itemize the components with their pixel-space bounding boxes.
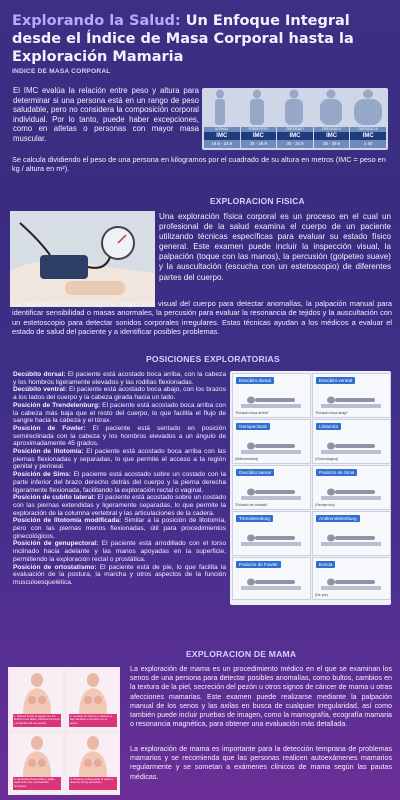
position-card-caption: (Mahometana): [235, 457, 259, 461]
position-name: Posición de genupectoral:: [13, 540, 99, 548]
bmi-column: [204, 127, 240, 149]
position-item: [13, 371, 226, 386]
mama-heading: EXPLORACION DE MAMA: [186, 649, 297, 659]
position-card-caption: (De pie): [315, 593, 328, 597]
position-item: [13, 494, 226, 517]
imc-heading: INDICE DE MASA CORPORAL: [12, 68, 111, 75]
breast-exam-note: 2. Levante los brazos y observe si hay cambios en la piel o en el pezón.: [69, 714, 117, 727]
position-card-title: Posición de Fowler: [236, 561, 281, 568]
bmi-column: [314, 127, 350, 149]
position-card: [232, 465, 311, 510]
position-description: El paciente está acostado boca arriba con las piernas flexionadas y separadas, lo que permite el acceso a la región genital y perineal.: [13, 448, 227, 471]
blood-pressure-exam-image: [10, 211, 155, 307]
breast-exam-step: [11, 733, 63, 793]
position-card-title: Decúbito ventral: [316, 377, 355, 384]
position-card-title: Erecta: [316, 561, 335, 568]
bmi-column: [277, 127, 313, 149]
position-name: Posición de Fowler:: [13, 424, 86, 432]
position-item: [13, 517, 226, 540]
position-description: Similar a la posición de litotomía, pero con las piernas menos flexionadas, útil para procedimientos ginecológicos.: [13, 517, 226, 540]
bmi-category: SOBREPESO: [241, 127, 277, 132]
position-name: Posición de Sims:: [13, 471, 72, 479]
breast-exam-step: [67, 670, 119, 730]
position-card-title: Genupectoral: [236, 423, 270, 430]
position-name: Posición de cubito lateral:: [13, 494, 96, 502]
woman-figure-icon: [67, 733, 119, 777]
breast-exam-illustration: [8, 667, 120, 795]
breast-exam-note: 1. Párese frente al espejo con los brazos a los lados. Observe la forma y el tamaño de sus senos.: [13, 714, 61, 727]
position-description: El paciente está acostado boca abajo, con los brazos a los lados del cuerpo y la cabeza girada hacia un lado.: [13, 386, 226, 402]
position-card-caption: "Echado boca abajo": [315, 411, 349, 415]
sphygmomanometer-icon: [10, 211, 155, 307]
position-card: [232, 373, 311, 418]
bmi-label: IMC: [277, 132, 313, 140]
position-description: El paciente está acostado boca arriba con la cabeza más baja que el resto del cuerpo, lo que facilita el flujo de sangre hacia la cabeza y el tórax.: [13, 401, 226, 425]
position-item: [13, 386, 226, 401]
bmi-column: [350, 127, 386, 149]
woman-figure-icon: [11, 670, 63, 714]
body-silhouettes-icon: [202, 88, 388, 126]
position-card: [232, 511, 311, 556]
bmi-range: 18.5 - 24.9: [204, 140, 240, 148]
bmi-chart-image: [202, 88, 388, 150]
posiciones-list: [13, 371, 226, 587]
bmi-category: OBESIDAD III: [350, 127, 386, 132]
woman-figure-icon: [67, 670, 119, 714]
position-card: [312, 373, 391, 418]
bmi-range: 25 - 29.9: [241, 140, 277, 148]
position-name: Decúbito dorsal:: [13, 371, 66, 378]
bmi-range: 30 - 34.9: [277, 140, 313, 148]
bmi-label: IMC: [204, 132, 240, 140]
woman-figure-icon: [11, 733, 63, 777]
bmi-range: ≥ 40: [350, 140, 386, 148]
position-description: El paciente está de pie, lo que facilita la evaluación de la postura, la marcha y otros aspectos de la función musculoesquelética.: [13, 563, 226, 586]
position-card-caption: "Echado boca arriba": [235, 411, 269, 415]
position-item: [13, 402, 226, 425]
mama-p1: La exploración de mama es un procedimiento médico en el que se examinan los senos de una persona para detectar posibles anomalías, como bultos, cambios en la textura de la piel, secreción del pezón u otros signos de cáncer de mama u otras afecciones mamarias. Este examen puede realizarse mediante la palpación manual de los senos y las axilas en busca de cualquier irregularidad, así como también puede incluir pruebas de imagen, como la mamografía, ecografía mamaria o resonancia magnética, para obtener una evaluación más detallada.: [130, 665, 392, 729]
position-card: [312, 465, 391, 510]
position-card-caption: "Echado de costado": [235, 503, 269, 507]
position-card-caption: (Ginecológica): [315, 457, 339, 461]
position-card: [232, 419, 311, 464]
bmi-table: [204, 127, 386, 149]
position-description: El paciente está acostado boca arriba, con la cabeza y los hombros ligeramente elevados y las rodillas flexionadas.: [13, 371, 226, 386]
page-title: [12, 12, 392, 66]
title-highlight: Explorando la Salud:: [12, 13, 181, 29]
exploracion-intro: Una exploración física corporal es un proceso en el cual un profesional de la salud examina el cuerpo de un paciente utilizando técnicas específicas para evaluar su estado físico general. Este examen puede incluir la inspección visual, la palpación (toque con las manos), la percusión (golpeteo suave) y la auscultación (escucha con un estetoscopio) de diferentes partes del cuerpo.: [159, 212, 391, 282]
position-card: [312, 557, 391, 600]
imc-body: El IMC evalúa la relación entre peso y altura para determinar si una persona está en un rango de peso saludable, pero no considera la composición corporal individual. Por lo tanto, puede haber excepciones, como en atletas o personas con mayor masa muscular.: [13, 86, 199, 143]
position-card-caption: (Semiprono): [315, 503, 335, 507]
position-card-title: Decúbito dorsal: [236, 377, 274, 384]
position-card-title: Litotomía: [316, 423, 341, 430]
position-card-title: Decúbito lateral: [236, 469, 274, 476]
position-name: Decúbito ventral:: [13, 386, 68, 394]
bmi-label: IMC: [241, 132, 277, 140]
exploracion-heading: EXPLORACION FISICA: [210, 196, 305, 206]
breast-exam-step: [67, 733, 119, 793]
position-card-title: Trendelemburg: [236, 515, 273, 522]
position-name: Posición de ortostatismo:: [13, 563, 97, 571]
position-item: [13, 448, 226, 471]
position-description: El paciente está arrodillado con el torso inclinado hacia adelante y las manos apoyadas en la superficie, permitiendo la exploración rectal o prostática.: [13, 540, 226, 563]
bmi-column: [241, 127, 277, 149]
position-name: Posición de Trendelenburg:: [13, 401, 101, 409]
position-card: [312, 419, 391, 464]
bmi-category: OBESIDAD II: [314, 127, 350, 132]
position-item: [13, 564, 226, 587]
position-name: Posición de litotomía modificada:: [13, 517, 122, 525]
position-name: Posición de litotomía:: [13, 448, 84, 456]
imc-formula: Se calcula dividiendo el peso de una persona en kilogramos por el cuadrado de su altura en metros (IMC = peso en kg / altura en m²).: [12, 155, 386, 173]
bmi-category: NORMAL: [204, 127, 240, 132]
bmi-label: IMC: [314, 132, 350, 140]
breast-exam-step: [11, 670, 63, 730]
position-description: El paciente está acostado sobre un costado con la parte inferior del brazo derecho detrás del cuerpo y la pierna derecha ligeramente flexionada, facilitando la exploración rectal o vaginal.: [13, 471, 226, 494]
mama-p2: La exploración de mama es importante para la detección temprana de problemas mamarios y se recomienda que las personas realicen autoexámenes mamarios regularmente y se sometan a exámenes clínicos de mama según las pautas médicas.: [130, 745, 392, 781]
bmi-category: OBESIDAD I: [277, 127, 313, 132]
position-description: El paciente está acostado sobre un costado con las piernas extendidas y ligeramente separadas, lo que permite la exploración de la columna vertebral y las articulaciones de la cadera.: [13, 494, 226, 517]
position-card-title: Posición de Sims: [316, 469, 357, 476]
posiciones-heading: POSICIONES EXPLORATORIAS: [146, 354, 280, 364]
bmi-range: 35 - 39.9: [314, 140, 350, 148]
position-card-title: Antitrendelemburg: [316, 515, 360, 522]
position-description: El paciente está sentado en posición semireclinada con la cabeza y los hombros elevados a un ángulo de aproximadamente 45 grados.: [13, 424, 226, 448]
positions-illustration: [230, 371, 391, 605]
position-card: [312, 511, 391, 556]
breast-exam-note: 3. Acuéstese boca arriba y palpe cada seno con movimientos circulares.: [13, 777, 61, 790]
title-rest: Un Enfoque Integral desde el Índice de Masa Corporal hasta la Exploración Mamaria: [12, 13, 354, 65]
position-item: [13, 540, 226, 563]
position-card: [232, 557, 311, 600]
breast-exam-note: 4. Presione suavemente el pezón y observe si hay secreción.: [69, 777, 117, 790]
position-item: [13, 471, 226, 494]
bmi-label: IMC: [350, 132, 386, 140]
exploracion-detail: La exploración física incluye la inspección visual del cuerpo para detectar anomalías, la palpación manual para identificar sensibilidad o masas anormales, la percusión para evaluar la resonancia de tejidos y la auscultación con un estetoscopio para detectar sonidos corporales irregulares. Estas técnicas ayudan a los médicos a evaluar el estado de salud del paciente y a identificar posibles problemas.: [12, 299, 392, 336]
position-item: [13, 425, 226, 448]
